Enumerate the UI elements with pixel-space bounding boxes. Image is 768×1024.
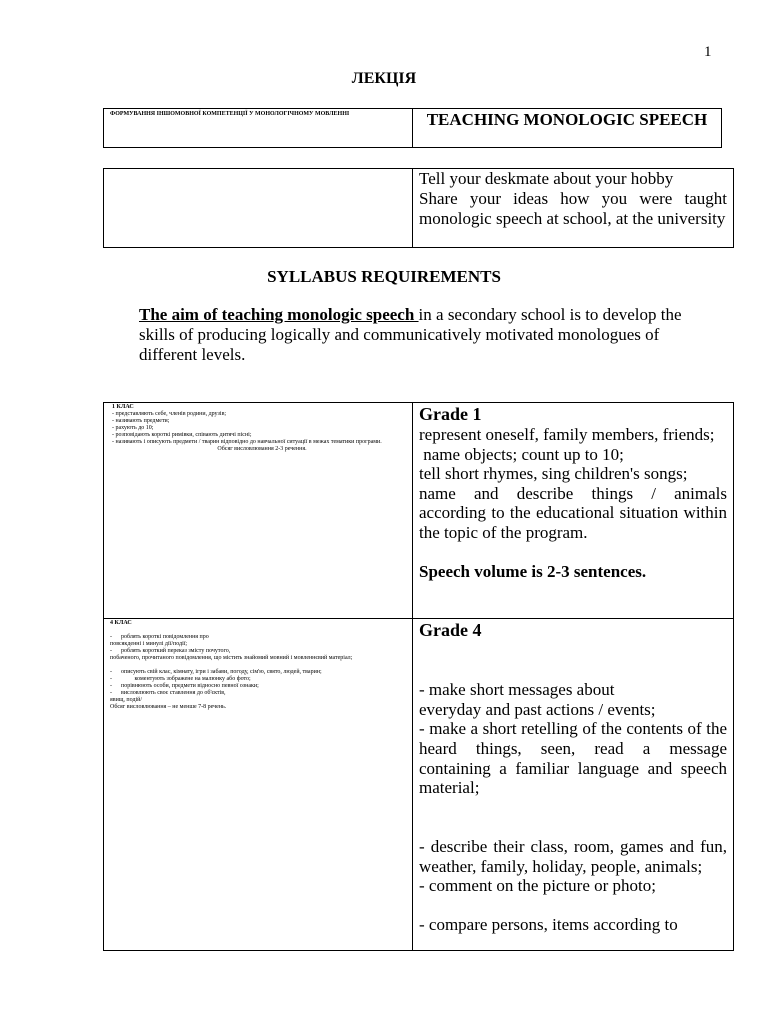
grade1-ua-volume: Обсяг висловлювання 2-3 речення. [217, 446, 307, 452]
page-number: 1 [704, 44, 712, 60]
grade4-ua-line: - висловлюють своє ставлення до об'єктів, [110, 690, 226, 696]
grade4-ua-line: явищ, подій/ [110, 697, 143, 703]
grade4-ua-volume: Обсяг висловлювання – не менше 7-8 речень. [110, 704, 227, 710]
grade4-ua-line: повсякденні і минулі дії/події; [110, 641, 188, 647]
task-left-cell [104, 169, 413, 248]
grade4-ua-line: - описують свій клас, кімнату, ігри і забави, погоду, сім'ю, свято, людей, тварин; [110, 669, 322, 675]
header-left-cell [104, 109, 413, 148]
task-line-1: Tell your deskmate about your hobby [419, 169, 674, 188]
aim-underlined: The aim of teaching monologic speech [139, 305, 419, 324]
grade1-volume: Speech volume is 2-3 sentences. [419, 562, 647, 582]
grade4-line: - compare persons, items according to [419, 915, 678, 935]
grade1-ua-line: - називають і описують предмети / тварин відповідно до навчальної ситуації в межах тематики програми. [112, 439, 382, 445]
grades-table [103, 402, 734, 951]
grade4-en-cell [413, 619, 734, 951]
grade4-title: Grade 4 [419, 620, 482, 640]
grade1-line: name objects; count up to 10; [419, 444, 624, 464]
task-right-cell [413, 169, 734, 248]
grade1-ua-line: - представляють себе, членів родини, друзів; [112, 411, 227, 417]
grade4-line: - comment on the picture or photo; [419, 876, 656, 896]
grade4-line: - describe their class, room, games and fun, weather, family, holiday, people, animals; [419, 836, 727, 876]
task-table [103, 168, 734, 248]
grade1-line: represent oneself, family members, friends; [419, 425, 715, 444]
header-table [103, 108, 722, 148]
grade1-en-cell [413, 403, 734, 619]
grade1-ua-line: - розповідають короткі римівки, співають дитячі пісні; [112, 432, 252, 438]
grade4-line: - make short messages about [419, 680, 615, 700]
grade1-line: name and describe things / animals according to the educational situation within the topic of the program. [419, 483, 727, 542]
grade1-ua-line: - називають предмети; [112, 418, 170, 424]
task-line-2: Share your ideas how you were taught monologic speech at school, at the university [419, 189, 727, 228]
grade1-line: tell short rhymes, sing children's songs; [419, 464, 688, 484]
grade4-ua-line: - роблять короткі повідомлення про [110, 634, 209, 640]
header-right-cell [413, 109, 722, 148]
grade1-title: Grade 1 [419, 404, 482, 424]
section-heading: SYLLABUS REQUIREMENTS [267, 267, 501, 286]
grade4-ua-line: побаченого, прочитаного повідомлення, що містить знайомий мовний і мовленнєвий матеріал; [110, 655, 353, 661]
aim-paragraph [139, 305, 699, 365]
header-ua-text: ФОРМУВАННЯ ІНШОМОВНОЇ КОМПЕТЕНЦІЇ У МОНОЛОГІЧНОМУ МОВЛЕННІ [110, 111, 350, 117]
grade1-ua-title: 1 КЛАС [112, 404, 134, 410]
grade4-ua-title: 4 КЛАС [110, 620, 132, 626]
aim-rest: in a secondary school is to develop the skills of producing logically and communicatively motivated monologues of different levels. [139, 305, 682, 364]
grade4-ua-line: - коментують зображене на малюнку або фото; [110, 676, 251, 682]
grade4-ua-line: - роблять короткий переказ змісту почутого, [110, 648, 231, 654]
grade1-ua-cell [104, 403, 413, 619]
grade4-line: everyday and past actions / events; [419, 699, 656, 719]
grade4-line: - make a short retelling of the contents of the heard things, seen, read a message containing a familiar language and speech material; [419, 719, 727, 798]
header-en-title: TEACHING MONOLOGIC SPEECH [426, 110, 708, 129]
grade4-ua-line: - порівнюють особи, предмети відносно певної ознаки; [110, 683, 259, 689]
grade1-ua-line: - рахують до 10; [112, 425, 154, 431]
grade4-ua-cell [104, 619, 413, 951]
lecture-title: ЛЕКЦІЯ [351, 70, 417, 87]
